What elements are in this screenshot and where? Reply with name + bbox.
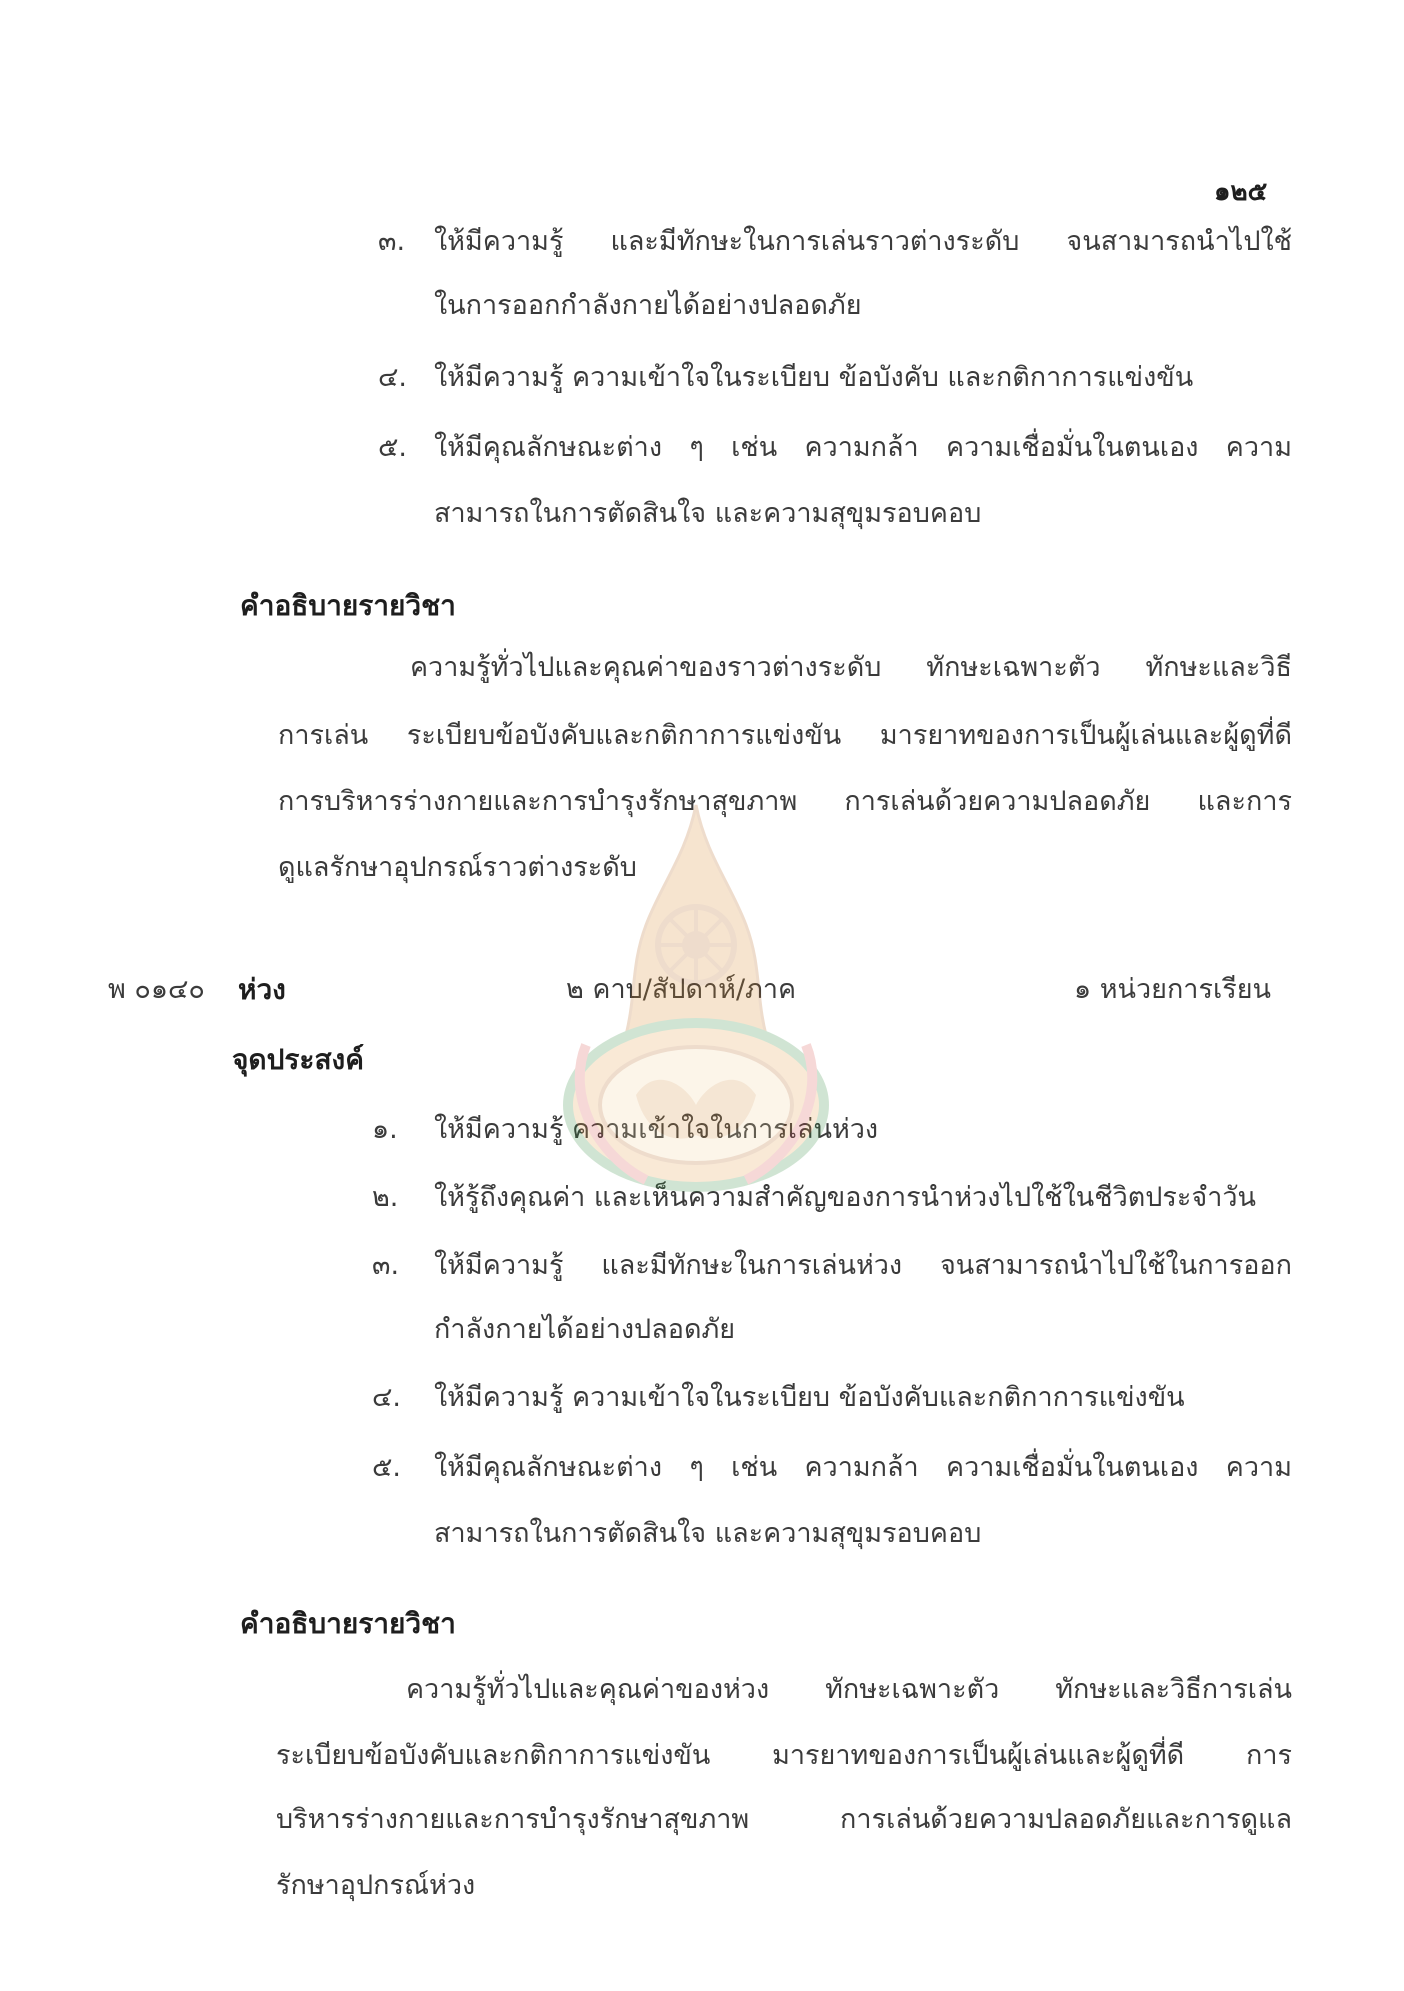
objective-text: ให้มีความรู้ ความเข้าใจในระเบียบ ข้อบังคับและกติกาการแข่งขัน	[434, 1382, 1185, 1413]
description-line: การบริหารร่างกายและการบำรุงรักษาสุขภาพ การเล่นด้วยความปลอดภัย และการ	[278, 786, 1292, 817]
description-heading: คำอธิบายรายวิชา	[240, 589, 456, 622]
description-line: ดูแลรักษาอุปกรณ์ราวต่างระดับ	[278, 852, 637, 883]
description-line: บริหารร่างกายและการบำรุงรักษาสุขภาพ การเล่นด้วยความปลอดภัยและการดูแล	[276, 1804, 1292, 1835]
objective-number: ๑.	[372, 1114, 398, 1145]
objective-text: ให้มีความรู้ ความเข้าใจในการเล่นห่วง	[434, 1114, 879, 1145]
objective-text: ให้มีความรู้ และมีทักษะในการเล่นห่วง จนสามารถนำไปใช้ในการออก	[434, 1250, 1292, 1281]
objective-text: ในการออกกำลังกายได้อย่างปลอดภัย	[434, 290, 862, 321]
description-line: ความรู้ทั่วไปและคุณค่าของราวต่างระดับ ทักษะเฉพาะตัว ทักษะและวิธี	[410, 652, 1292, 683]
objectives-heading: จุดประสงค์	[232, 1043, 364, 1076]
objective-number: ๔.	[372, 1382, 402, 1413]
objective-number: ๓.	[372, 1250, 400, 1281]
objective-number: ๕.	[378, 432, 408, 463]
description-line: รักษาอุปกรณ์ห่วง	[276, 1870, 476, 1901]
description-heading: คำอธิบายรายวิชา	[240, 1607, 456, 1640]
objective-text: ให้รู้ถึงคุณค่า และเห็นความสำคัญของการนำห่วงไปใช้ในชีวิตประจำวัน	[434, 1182, 1257, 1213]
course-name: ห่วง	[238, 973, 286, 1006]
objective-number: ๓.	[378, 226, 406, 257]
objective-number: ๒.	[372, 1182, 399, 1213]
objective-text: ให้มีความรู้ และมีทักษะในการเล่นราวต่างระดับ จนสามารถนำไปใช้	[434, 226, 1292, 257]
description-line: ระเบียบข้อบังคับและกติกาการแข่งขัน มารยาทของการเป็นผู้เล่นและผู้ดูที่ดี การ	[276, 1740, 1292, 1771]
objective-number: ๕.	[372, 1452, 402, 1483]
course-hours: ๒ คาบ/สัปดาห์/ภาค	[566, 974, 797, 1005]
description-line: ความรู้ทั่วไปและคุณค่าของห่วง ทักษะเฉพาะตัว ทักษะและวิธีการเล่น	[406, 1674, 1292, 1705]
objective-text: ให้มีคุณลักษณะต่าง ๆ เช่น ความกล้า ความเชื่อมั่นในตนเอง ความ	[434, 1452, 1292, 1483]
course-code: พ ๐๑๔๐	[108, 974, 205, 1005]
objective-text: กำลังกายได้อย่างปลอดภัย	[434, 1314, 736, 1345]
objective-text: ให้มีความรู้ ความเข้าใจในระเบียบ ข้อบังคับ และกติกาการแข่งขัน	[434, 362, 1194, 393]
page-number: ๑๒๕	[1214, 177, 1268, 207]
objective-text: ให้มีคุณลักษณะต่าง ๆ เช่น ความกล้า ความเชื่อมั่นในตนเอง ความ	[434, 432, 1292, 463]
description-line: การเล่น ระเบียบข้อบังคับและกติกาการแข่งขัน มารยาทของการเป็นผู้เล่นและผู้ดูที่ดี	[278, 720, 1292, 751]
objective-text: สามารถในการตัดสินใจ และความสุขุมรอบคอบ	[434, 498, 982, 529]
course-credits: ๑ หน่วยการเรียน	[1074, 974, 1271, 1005]
objective-text: สามารถในการตัดสินใจ และความสุขุมรอบคอบ	[434, 1518, 982, 1549]
objective-number: ๔.	[378, 362, 408, 393]
